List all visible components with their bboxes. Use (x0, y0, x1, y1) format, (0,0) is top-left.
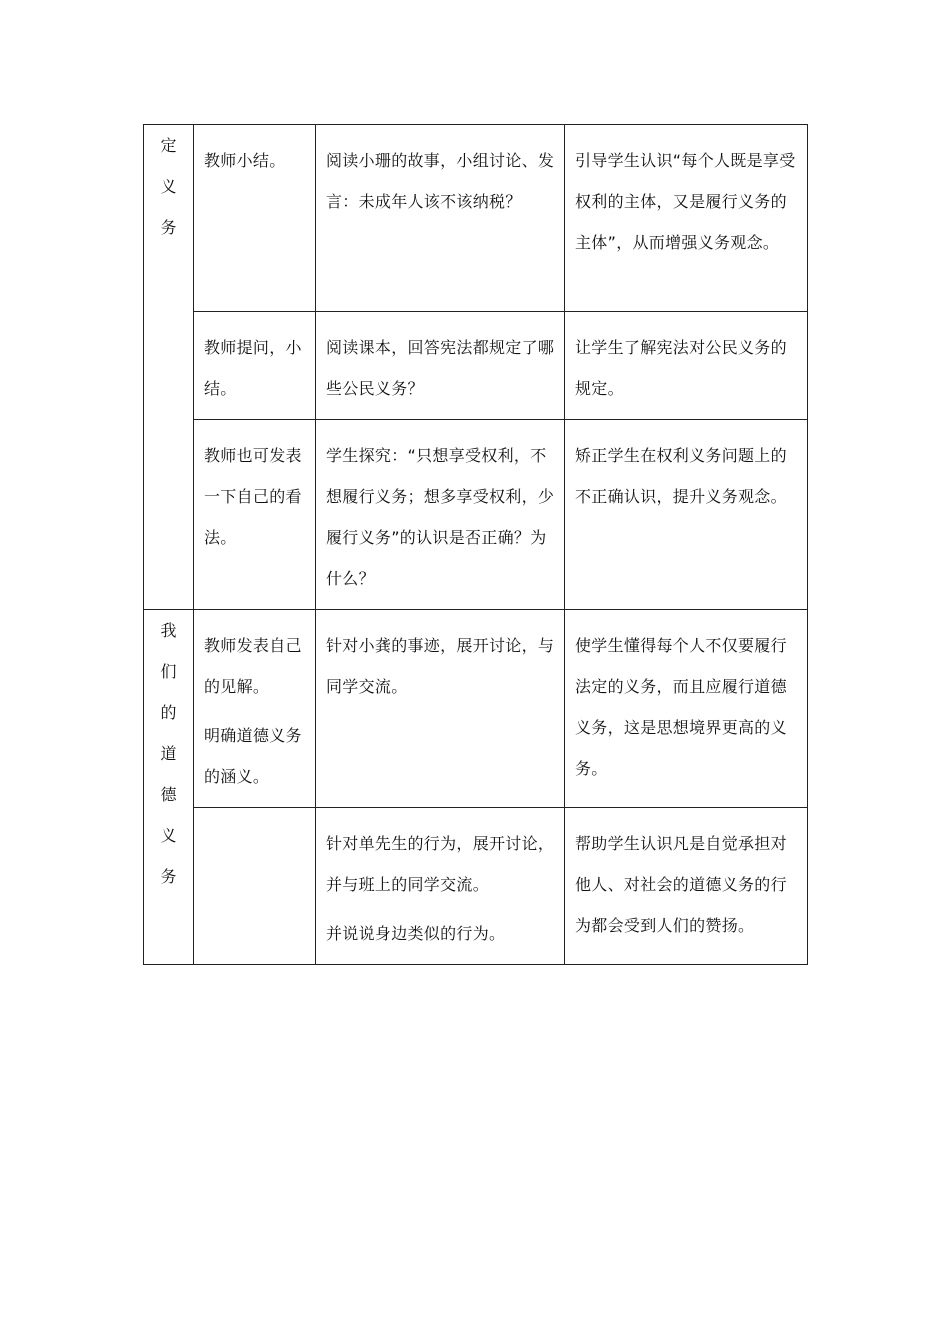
design-intent-text: 引导学生认识“每个人既是享受权利的主体，又是履行义务的主体”，从而增强义务观念。 (575, 151, 796, 252)
teacher-activity-cell (194, 420, 316, 610)
teacher-activity-cell (194, 312, 316, 420)
teacher-activity-text: 明确道德义务的涵义。 (204, 726, 302, 786)
teacher-activity-text: 教师小结。 (204, 151, 286, 170)
table-row (144, 125, 808, 312)
student-activity-cell (316, 125, 565, 312)
student-activity-cell (316, 610, 565, 808)
teacher-activity-text: 教师提问，小结。 (204, 338, 302, 398)
teacher-activity-cell (194, 125, 316, 312)
table-row (144, 808, 808, 965)
teacher-activity-text: 教师发表自己的见解。 (204, 636, 302, 696)
lesson-plan-table (143, 124, 808, 965)
section-heading: 我们的道德义务 (160, 621, 177, 886)
student-activity-text: 针对单先生的行为，展开讨论，并与班上的同学交流。 (326, 834, 555, 894)
student-activity-text: 阅读小珊的故事，小组讨论、发言：未成年人该不该纳税？ (326, 151, 555, 211)
design-intent-text: 矫正学生在权利义务问题上的不正确认识，提升义务观念。 (575, 446, 787, 506)
table-row (144, 312, 808, 420)
design-intent-text: 帮助学生认识凡是自觉承担对他人、对社会的道德义务的行为都会受到人们的赞扬。 (575, 834, 787, 935)
section-heading: 定义务 (160, 136, 177, 237)
design-intent-text: 使学生懂得每个人不仅要履行法定的义务，而且应履行道德义务，这是思想境界更高的义务。 (575, 636, 787, 778)
student-activity-text: 并说说身边类似的行为。 (326, 924, 506, 943)
design-intent-text: 让学生了解宪法对公民义务的规定。 (575, 338, 787, 398)
design-intent-cell (565, 610, 808, 808)
student-activity-cell (316, 312, 565, 420)
design-intent-cell (565, 420, 808, 610)
design-intent-cell (565, 125, 808, 312)
table-row (144, 420, 808, 610)
student-activity-cell (316, 808, 565, 965)
design-intent-cell (565, 808, 808, 965)
section-heading-cell (144, 610, 194, 965)
teacher-activity-cell (194, 808, 316, 965)
teacher-activity-cell (194, 610, 316, 808)
student-activity-cell (316, 420, 565, 610)
table-row (144, 610, 808, 808)
student-activity-text: 学生探究：“只想享受权利，不想履行义务；想多享受权利，少履行义务”的认识是否正确？为什么？ (326, 446, 555, 588)
section-heading-cell (144, 125, 194, 610)
design-intent-cell (565, 312, 808, 420)
student-activity-text: 针对小龚的事迹，展开讨论，与同学交流。 (326, 636, 555, 696)
student-activity-text: 阅读课本，回答宪法都规定了哪些公民义务？ (326, 338, 555, 398)
teacher-activity-text: 教师也可发表一下自己的看法。 (204, 446, 302, 547)
